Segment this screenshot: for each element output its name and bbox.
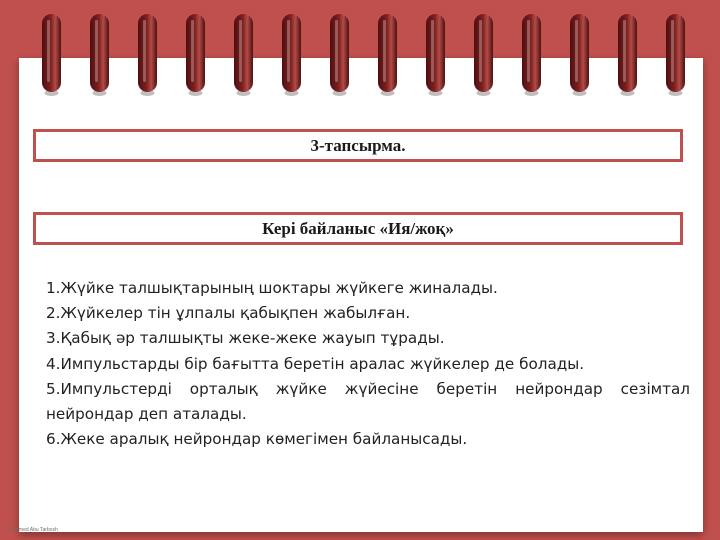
statement-item: 5.Импульстерді орталық жүйке жүйесіне беретін нейрондар сезімтал нейрондар деп аталады. — [46, 379, 690, 424]
spiral-ring-icon — [616, 14, 639, 100]
spiral-ring-icon — [520, 14, 543, 100]
spiral-ring-icon — [424, 14, 447, 100]
spiral-ring-icon — [568, 14, 591, 100]
statement-item: 1.Жүйке талшықтарының шоктары жүйкеге жиналады. — [46, 279, 498, 297]
spiral-ring-icon — [88, 14, 111, 100]
spiral-binding — [0, 0, 720, 110]
spiral-ring-icon — [472, 14, 495, 100]
spiral-ring-icon — [664, 14, 687, 100]
statements-list — [46, 276, 690, 452]
feedback-title: Кері байланыс «Ия/жоқ» — [262, 218, 454, 238]
spiral-ring-icon — [136, 14, 159, 100]
spiral-ring-icon — [184, 14, 207, 100]
spiral-ring-icon — [328, 14, 351, 100]
statement-item: 3.Қабық әр талшықты жеке-жеке жауып тұрады. — [46, 329, 445, 348]
copyright-text: © Ahmed Abu Tarbosh — [8, 527, 58, 533]
spiral-ring-icon — [376, 14, 399, 100]
task-title-box — [33, 129, 683, 162]
spiral-ring-icon — [40, 14, 63, 100]
statement-item: 2.Жүйкелер тін ұлпалы қабықпен жабылған. — [46, 304, 411, 323]
feedback-title-box — [33, 212, 683, 245]
spiral-ring-icon — [280, 14, 303, 100]
statement-item: 4.Импульстарды бір бағытта беретін аралас жүйкелер де болады. — [46, 354, 585, 373]
statement-item: 6.Жеке аралық нейрондар көмегімен байланысады. — [46, 430, 468, 449]
spiral-ring-icon — [232, 14, 255, 100]
task-title: 3-тапсырма. — [310, 135, 406, 155]
